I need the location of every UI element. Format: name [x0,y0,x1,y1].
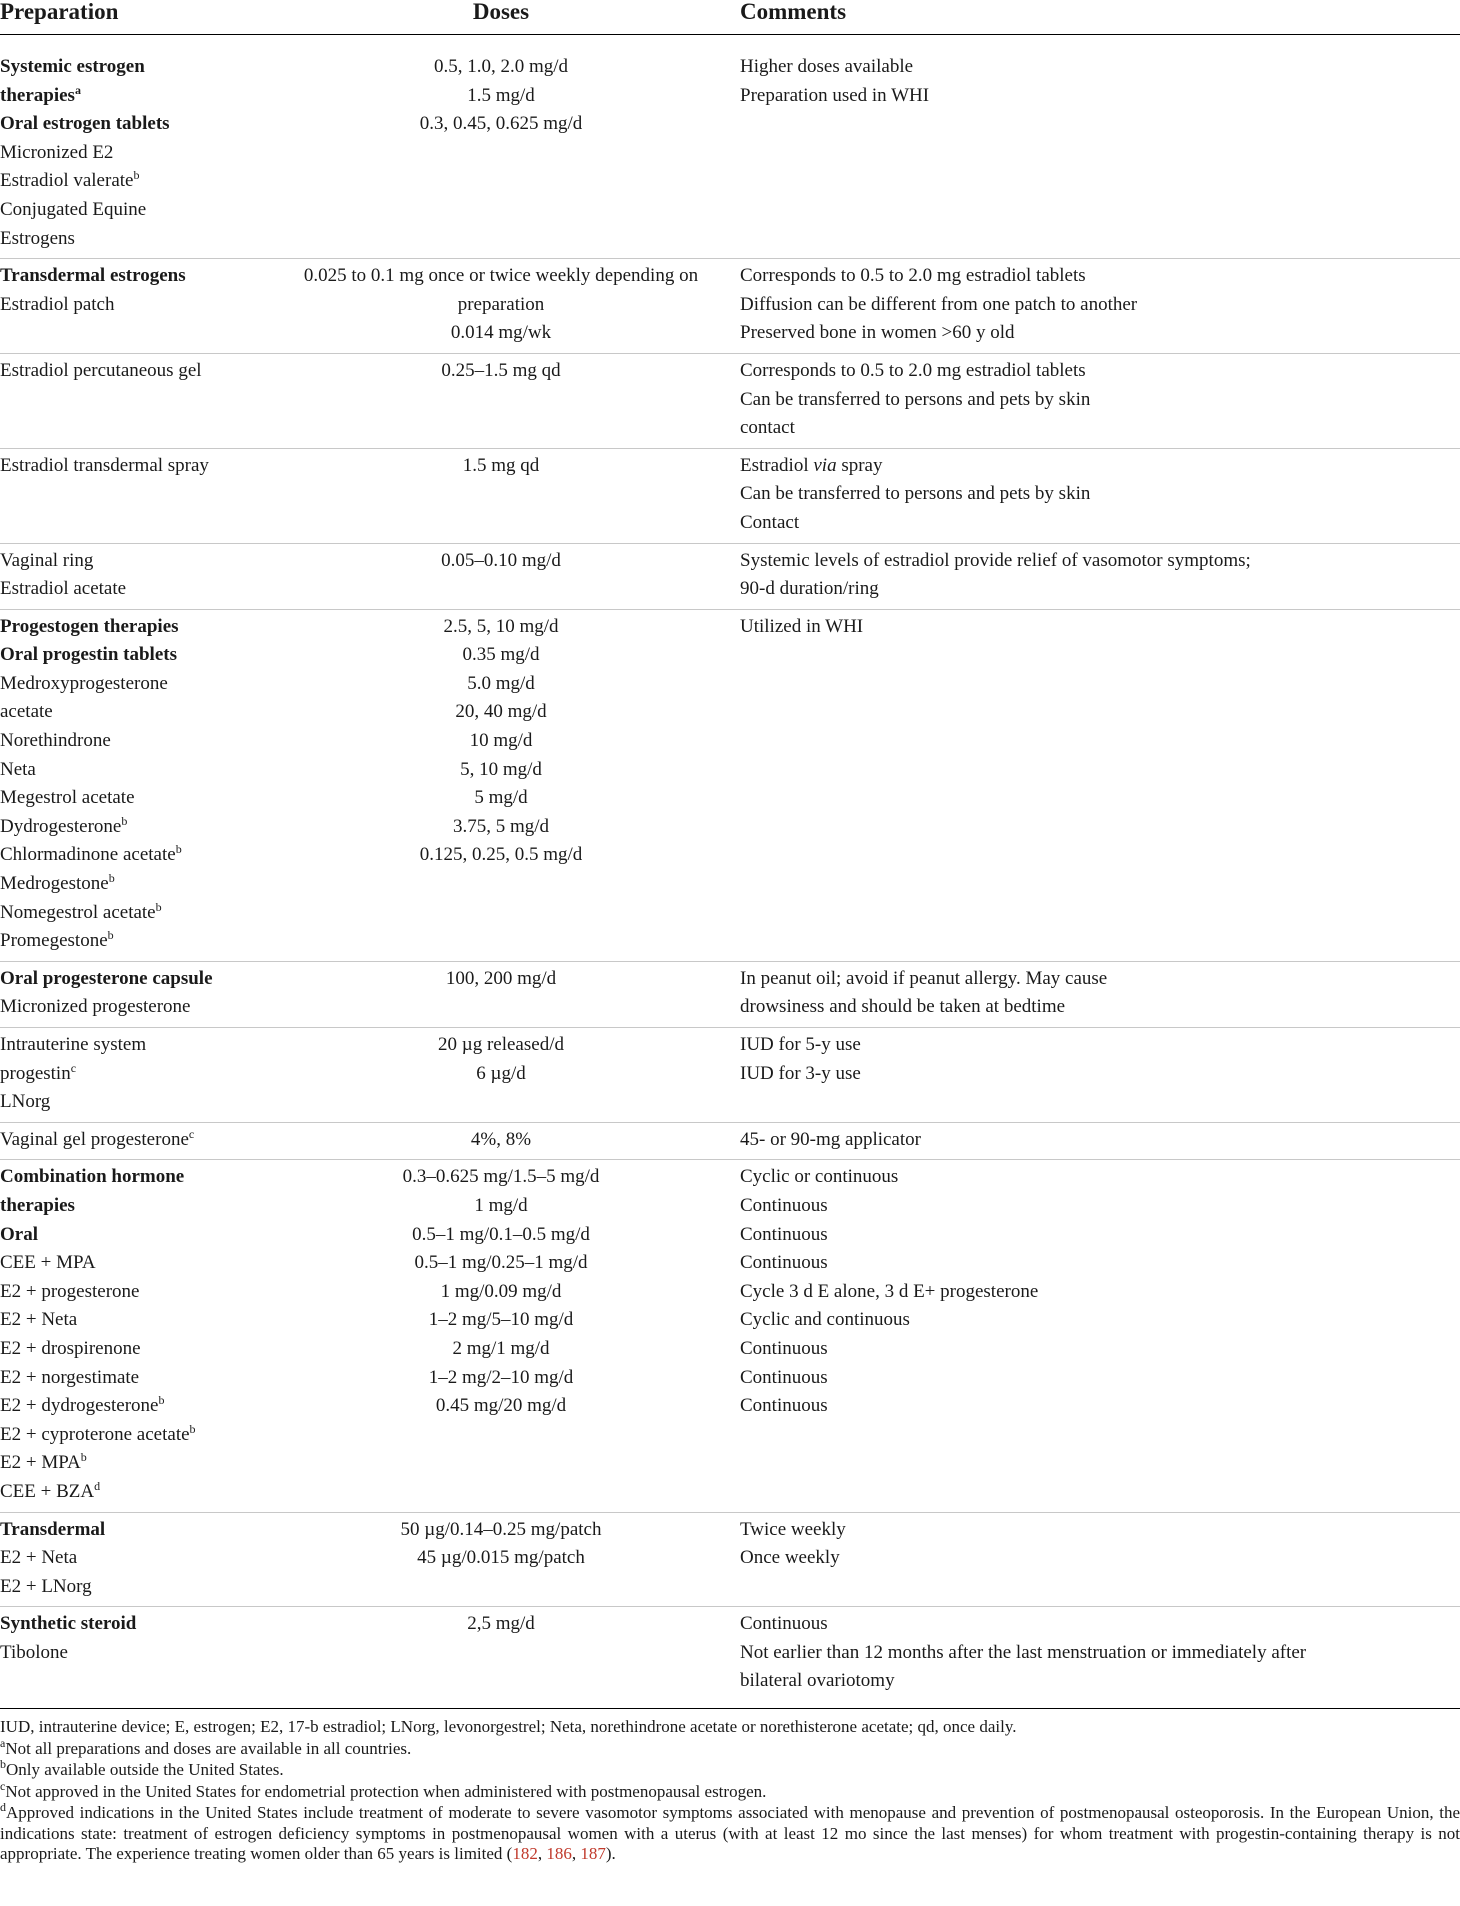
table-row [0,448,1460,543]
preparation-text: Transdermal estrogens [0,265,186,287]
dose-line: 2,5 mg/d [467,1613,535,1635]
dose-line: 0.25–1.5 mg qd [441,359,561,381]
preparation-line [0,727,262,756]
comment-line: Continuous [740,1194,828,1216]
preparation-line [0,1031,262,1060]
preparation-cell [0,543,262,609]
comments-cell [740,448,1460,543]
header-preparation: Preparation [0,0,262,35]
preparation-line [0,167,262,196]
preparation-line [0,1364,262,1393]
footnote-marker: a [74,82,81,97]
footnote-c [0,1778,1460,1803]
preparation-text: Combination hormone [0,1166,185,1188]
doses-cell [262,961,740,1027]
preparation-text: Progestogen therapies [0,615,179,637]
comment-line: Higher doses available [740,56,914,77]
table-row [0,1160,1460,1512]
footnote-text: Not all preparations and doses are available in all countries. [5,1738,412,1758]
footnote-marker: b [80,1450,87,1465]
comment-line: Preserved bone in women >60 y old [740,322,1015,344]
preparation-text: CEE + MPA [0,1252,96,1274]
comment-line: Continuous [740,1613,828,1635]
comment-emphasis: via [813,454,837,476]
table-row [0,543,1460,609]
dose-line: 5.0 mg/d [467,672,535,694]
preparation-text: Oral estrogen tablets [0,113,170,135]
dose-line: 100, 200 mg/d [445,967,557,989]
comment-line: Contact [740,511,800,533]
table-row [0,609,1460,961]
preparation-line [0,813,262,842]
preparation-line [0,1088,262,1117]
preparation-line [0,1126,262,1155]
preparation-text: Oral progesterone capsule [0,967,213,989]
dose-line: 0.5–1 mg/0.1–0.5 mg/d [412,1223,590,1245]
preparation-text: Neta [0,758,36,780]
preparation-line [0,1335,262,1364]
preparation-text: Medroxyprogesterone [0,672,168,694]
preparation-text: E2 + norgestimate [0,1366,140,1388]
dose-line: 3.75, 5 mg/d [452,815,550,837]
table-row [0,961,1460,1027]
comment-line: Cyclic or continuous [740,1166,899,1188]
footnote-marker: b [155,899,162,914]
preparation-cell [0,1160,262,1512]
preparation-text: Oral progestin tablets [0,644,177,666]
comment-line [740,452,1460,481]
doses-cell [262,1028,740,1123]
dose-line: 2.5, 5, 10 mg/d [443,615,559,637]
preparation-text: E2 + drospirenone [0,1337,141,1359]
preparation-text: progestin [0,1062,71,1084]
reference-link[interactable]: 187 [580,1844,606,1864]
preparation-text: Tibolone [0,1641,68,1663]
preparation-text: Chlormadinone acetate [0,844,176,866]
comment-line: Systemic levels of estradiol provide relief of vasomotor symptoms; [740,549,1251,571]
preparation-line [0,1516,262,1545]
dose-line: 0.014 mg/wk [450,322,552,344]
preparation-cell [0,961,262,1027]
comments-cell [740,543,1460,609]
comment-line: Preparation used in WHI [740,84,930,106]
header-row [0,0,1460,35]
comment-line: Diffusion can be different from one patch to another [740,293,1138,315]
dose-line: 4%, 8% [470,1128,532,1150]
preparation-text: Transdermal [0,1518,106,1540]
footnote-marker: b [189,1421,196,1436]
comment-line: 90-d duration/ring [740,578,879,600]
preparation-line [0,641,262,670]
comments-cell [740,1028,1460,1123]
footnote-marker: b [133,168,140,183]
preparation-line [0,1163,262,1192]
comment-text: spray [836,454,883,476]
preparation-cell [0,259,262,354]
footnote-marker: d [94,1478,101,1493]
comment-line: Cyclic and continuous [740,1309,910,1331]
preparation-line [0,1421,262,1450]
comments-cell [740,1122,1460,1160]
reference-separator: , [571,1844,581,1864]
preparation-text: Intrauterine system [0,1034,147,1055]
preparation-text: E2 + progesterone [0,1280,140,1302]
doses-cell [262,448,740,543]
doses-cell [262,353,740,448]
preparation-text: Estradiol valerate [0,170,134,192]
comments-cell [740,1607,1460,1709]
preparation-line [0,1060,262,1089]
table-row [0,259,1460,354]
preparation-line [0,291,262,320]
dose-line: 6 µg/d [476,1062,526,1084]
footnote-a [0,1735,1460,1760]
reference-link[interactable]: 182 [512,1844,538,1864]
preparation-text: Estradiol transdermal spray [0,454,209,476]
preparation-text: Oral [0,1223,38,1245]
dose-line: 0.45 mg/20 mg/d [435,1395,567,1417]
dose-line: 0.125, 0.25, 0.5 mg/d [419,844,583,866]
comment-text: Estradiol [740,454,814,476]
preparation-text: Estradiol patch [0,293,115,315]
preparation-text: Medrogestone [0,873,109,895]
preparation-cell [0,1607,262,1709]
comment-line: Continuous [740,1223,828,1245]
table-body [0,35,1460,1709]
preparation-line [0,1249,262,1278]
comment-line: Corresponds to 0.5 to 2.0 mg estradiol tablets [740,265,1086,287]
preparation-text: Vaginal ring [0,549,94,571]
dose-line: 0.3, 0.45, 0.625 mg/d [419,113,583,135]
table-row [0,1122,1460,1160]
preparation-cell [0,1512,262,1607]
preparation-text: Estrogens [0,227,75,249]
preparation-text: Synthetic steroid [0,1613,137,1635]
dose-line: 1–2 mg/5–10 mg/d [428,1309,574,1331]
reference-link[interactable]: 186 [546,1844,572,1864]
preparation-line [0,225,262,254]
preparation-line [0,262,262,291]
preparation-text: Nomegestrol acetate [0,901,156,923]
dose-line: 1 mg/0.09 mg/d [440,1280,562,1302]
preparation-text: therapies [0,1194,75,1216]
preparation-line [0,841,262,870]
dose-line: 1 mg/d [474,1194,528,1216]
doses-cell [262,1512,740,1607]
doses-cell [262,543,740,609]
header-doses: Doses [262,0,740,35]
table-row [0,35,1460,259]
preparation-line [0,899,262,928]
preparation-text: CEE + BZA [0,1480,95,1502]
table-row [0,1512,1460,1607]
preparation-text: Estradiol acetate [0,578,127,600]
footnote-marker: b [158,1393,165,1408]
comment-line: Cycle 3 d E alone, 3 d E+ progesterone [740,1280,1039,1302]
footnote-marker: b [107,928,114,943]
preparation-line [0,1639,262,1668]
comment-line: Utilized in WHI [740,615,864,637]
footnote-text: Not approved in the United States for endometrial protection when administered with postmenopausal estrogen. [5,1781,767,1801]
preparation-line [0,1392,262,1421]
preparation-line [0,698,262,727]
preparation-text: Vaginal gel progesterone [0,1128,189,1150]
comments-cell [740,35,1460,259]
preparation-text: Micronized E2 [0,141,114,163]
comments-cell [740,1160,1460,1512]
preparation-line [0,927,262,956]
preparation-line [0,82,262,111]
preparation-line [0,547,262,576]
table-row [0,1607,1460,1709]
footnote-marker: b [108,871,115,886]
comment-line: Continuous [740,1366,828,1388]
preparation-line [0,452,262,481]
dose-line: 0.05–0.10 mg/d [441,549,561,571]
dose-line: 0.5, 1.0, 2.0 mg/d [433,56,569,77]
doses-cell [262,1160,740,1512]
footnote-marker: b [175,842,182,857]
comment-line: Can be transferred to persons and pets by skin [740,483,1091,505]
preparation-cell [0,353,262,448]
footnote-d [0,1800,1460,1865]
dose-line: 0.3–0.625 mg/1.5–5 mg/d [402,1166,600,1188]
preparation-text: E2 + Neta [0,1547,78,1569]
preparation-text: E2 + cyproterone acetate [0,1423,190,1445]
preparation-line [0,1221,262,1250]
comments-cell [740,961,1460,1027]
doses-cell [262,1122,740,1160]
comment-line: Continuous [740,1252,828,1274]
comment-line: In peanut oil; avoid if peanut allergy. May cause [740,967,1108,989]
comments-cell [740,353,1460,448]
dose-line: 0.025 to 0.1 mg once or twice weekly depending on [303,265,699,287]
preparation-line [0,1192,262,1221]
comment-line: bilateral ovariotomy [740,1670,895,1692]
preparation-line [0,1306,262,1335]
table-row [0,353,1460,448]
preparation-cell [0,35,262,259]
preparation-line [0,756,262,785]
preparation-line [0,784,262,813]
reference-separator: , [537,1844,547,1864]
dose-line: 45 µg/0.015 mg/patch [417,1547,585,1569]
comment-line: contact [740,417,795,439]
preparation-line [0,196,262,225]
footnote-marker: c [188,1126,195,1141]
comment-line: Continuous [740,1337,828,1359]
footnote-text: Only available outside the United States. [6,1760,284,1780]
dose-line: 5, 10 mg/d [460,758,542,780]
preparation-line [0,357,262,386]
preparation-text: Megestrol acetate [0,787,135,809]
comment-line: IUD for 5-y use [740,1034,861,1055]
comments-cell [740,609,1460,961]
preparation-line [0,139,262,168]
dose-line: 0.35 mg/d [462,644,540,666]
preparation-line [0,110,262,139]
preparation-line [0,965,262,994]
dose-line: 2 mg/1 mg/d [452,1337,550,1359]
footnote-mark: c [0,1778,6,1793]
preparation-text: Micronized progesterone [0,996,191,1018]
footnote-text: Approved indications in the United States include treatment of moderate to severe vasomotor symptoms associated with menopause and prevention of postmenopausal osteoporosis. In the European Union, the indications state: treatment of estrogen deficiency symptoms in postmenopausal women with a uterus (with at least 12 mo since the last menses) for whom treatment with progestin-containing therapy is not appropriate. The experience treating women older than 65 years is limited ( [0,1803,1460,1864]
preparation-text: Norethindrone [0,730,111,752]
preparation-text: E2 + Neta [0,1309,78,1331]
preparation-cell [0,609,262,961]
preparation-cell [0,448,262,543]
header-comments: Comments [740,0,1460,35]
doses-cell [262,609,740,961]
preparation-line [0,53,262,82]
preparation-text: therapies [0,84,75,106]
comment-line: drowsiness and should be taken at bedtime [740,996,1066,1018]
comments-cell [740,1512,1460,1607]
table-row [0,1028,1460,1123]
comment-line: Corresponds to 0.5 to 2.0 mg estradiol tablets [740,359,1086,381]
preparation-text: E2 + MPA [0,1452,81,1474]
comment-line: 45- or 90-mg applicator [740,1128,921,1150]
dose-line: 5 mg/d [474,787,528,809]
preparation-line [0,575,262,604]
preparation-text: E2 + dydrogesterone [0,1395,159,1417]
preparation-cell [0,1028,262,1123]
preparation-line [0,993,262,1022]
preparation-text: Promegestone [0,930,108,952]
dose-line: 1–2 mg/2–10 mg/d [428,1366,574,1388]
dose-line: 1.5 mg qd [462,454,540,476]
footnote-mark: a [0,1735,6,1750]
preparation-text: LNorg [0,1091,51,1113]
preparation-text: Systemic estrogen [0,56,145,77]
dose-line: 10 mg/d [469,730,533,752]
preparation-text: Conjugated Equine [0,198,147,220]
doses-cell [262,1607,740,1709]
comment-line: Can be transferred to persons and pets by skin [740,388,1091,410]
preparation-line [0,1449,262,1478]
comment-line: Once weekly [740,1547,840,1569]
preparation-line [0,670,262,699]
preparation-line [0,613,262,642]
comment-line: Twice weekly [740,1518,846,1540]
comments-cell [740,259,1460,354]
dose-line: 50 µg/0.14–0.25 mg/patch [400,1518,602,1540]
footnote-marker: b [121,813,128,828]
doses-cell [262,35,740,259]
footnote-mark: b [0,1757,6,1772]
preparation-text: Estradiol percutaneous gel [0,359,202,381]
doses-cell [262,259,740,354]
preparation-line [0,1478,262,1507]
comment-line: Not earlier than 12 months after the last menstruation or immediately after [740,1641,1307,1663]
footnote-mark: d [0,1800,6,1815]
preparation-line [0,1610,262,1639]
comment-line: IUD for 3-y use [740,1062,861,1084]
footnote-abbreviations: IUD, intrauterine device; E, estrogen; E2, 17-b estradiol; LNorg, levonorgestrel; Neta, norethindrone acetate or norethisterone acetate; qd, once daily. [0,1717,1017,1737]
footnote-b [0,1757,1460,1781]
preparation-line [0,1544,262,1573]
preparation-cell [0,1122,262,1160]
dose-line: preparation [457,293,545,315]
dose-line: 20, 40 mg/d [455,701,547,723]
dose-line: 0.5–1 mg/0.25–1 mg/d [414,1252,588,1274]
preparation-text: Dydrogesterone [0,815,122,837]
preparation-text: acetate [0,701,53,723]
footnote-marker: c [70,1060,77,1075]
preparation-line [0,1278,262,1307]
dose-line: 1.5 mg/d [467,84,535,106]
footnotes [0,1717,1460,1865]
preparation-line [0,1573,262,1602]
preparation-text: E2 + LNorg [0,1575,92,1597]
preparation-line [0,870,262,899]
reference-close: ). [605,1844,616,1864]
comment-line: Continuous [740,1395,828,1417]
dose-line: 20 µg released/d [438,1034,564,1055]
